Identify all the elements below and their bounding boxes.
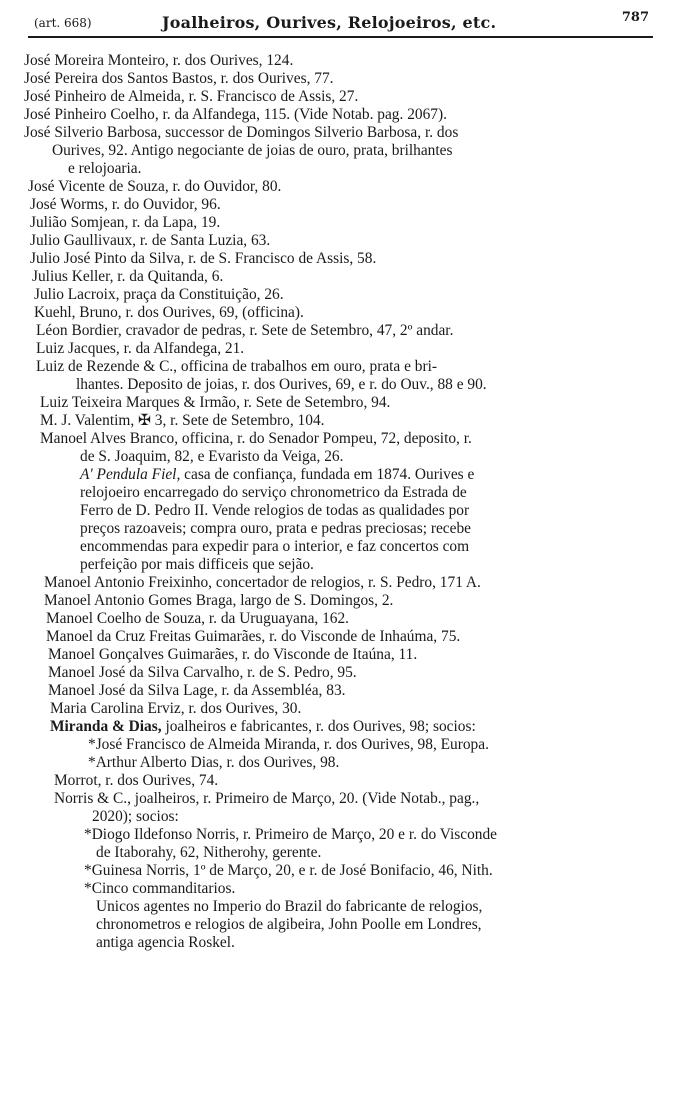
partner-line: *Guinesa Norris, 1º de Março, 20, e r. de José Bonifacio, 46, Nith. <box>84 862 493 879</box>
section-reference: (art. 668) <box>34 16 92 30</box>
partner-continuation: de Itaborahy, 62, Nitherohy, gerente. <box>96 844 322 861</box>
entry-continuation: 2020); socios: <box>92 808 179 825</box>
entry-line: Julius Keller, r. da Quitanda, 6. <box>32 268 224 285</box>
running-title: Joalheiros, Ourives, Relojoeiros, etc. <box>162 13 497 32</box>
entry-line: Luiz Jacques, r. da Alfandega, 21. <box>36 340 245 357</box>
partner-line: *Diogo Ildefonso Norris, r. Primeiro de Março, 20 e r. do Visconde <box>84 826 497 843</box>
entry-line: Maria Carolina Erviz, r. dos Ourives, 30. <box>50 700 302 717</box>
entry-continuation: e relojoaria. <box>68 160 142 177</box>
entry-line <box>50 718 476 736</box>
partner-line: *Arthur Alberto Dias, r. dos Ourives, 98. <box>88 754 340 771</box>
entry-line: Manoel da Cruz Freitas Guimarães, r. do Visconde de Inhaúma, 75. <box>46 628 461 645</box>
entry-line: Manoel Coelho de Souza, r. da Uruguayana, 162. <box>46 610 350 627</box>
entry-continuation: de S. Joaquim, 82, e Evaristo da Veiga, 26. <box>80 448 344 465</box>
entry-line: Manoel Antonio Gomes Braga, largo de S. Domingos, 2. <box>44 592 394 609</box>
advertisement-line: preços razoaveis; compra ouro, prata e pedras preciosas; recebe <box>80 520 471 537</box>
advertisement-line: Unicos agentes no Imperio do Brazil do fabricante de relogios, <box>96 898 483 915</box>
entry-line: Léon Bordier, cravador de pedras, r. Sete de Setembro, 47, 2º andar. <box>36 322 454 339</box>
advertisement-line: perfeição por mais difficeis que sejão. <box>80 556 314 573</box>
entry-line: José Pinheiro de Almeida, r. S. Francisco de Assis, 27. <box>24 88 359 105</box>
entry-line: José Pinheiro Coelho, r. da Alfandega, 115. (Vide Notab. pag. 2067). <box>24 106 447 123</box>
entry-line: Manoel Alves Branco, officina, r. do Senador Pompeu, 72, deposito, r. <box>40 430 472 447</box>
entry-line: Julio Lacroix, praça da Constituição, 26. <box>34 286 284 303</box>
entry-line: José Pereira dos Santos Bastos, r. dos Ourives, 77. <box>24 70 334 87</box>
firm-name: Miranda & Dias, <box>50 718 162 735</box>
advertisement-line: relojoeiro encarregado do serviço chronometrico da Estrada de <box>80 484 467 501</box>
business-name: A' Pendula Fiel, <box>80 466 181 483</box>
entry-line: Morrot, r. dos Ourives, 74. <box>54 772 219 789</box>
entry-line: José Worms, r. do Ouvidor, 96. <box>30 196 221 213</box>
advertisement-line <box>80 466 474 484</box>
entry-continuation: Ourives, 92. Antigo negociante de joias de ouro, prata, brilhantes <box>52 142 453 159</box>
entry-line: Luiz de Rezende & C., officina de trabalhos em ouro, prata e bri- <box>36 358 438 375</box>
entry-line: Kuehl, Bruno, r. dos Ourives, 69, (officina). <box>34 304 304 321</box>
entry-line: M. J. Valentim, ✠ 3, r. Sete de Setembro, 104. <box>40 412 325 429</box>
entry-line: José Silverio Barbosa, successor de Domingos Silverio Barbosa, r. dos <box>24 124 459 141</box>
advertisement-line: encommendas para expedir para o interior, e faz concertos com <box>80 538 470 555</box>
advertisement-line: antiga agencia Roskel. <box>96 934 235 951</box>
entry-line: Manoel Antonio Freixinho, concertador de relogios, r. S. Pedro, 171 A. <box>44 574 481 591</box>
entry-line: Manoel Gonçalves Guimarães, r. do Visconde de Itaúna, 11. <box>48 646 418 663</box>
entry-line: Luiz Teixeira Marques & Irmão, r. Sete de Setembro, 94. <box>40 394 391 411</box>
entry-line: José Moreira Monteiro, r. dos Ourives, 124. <box>24 52 294 69</box>
firm-details: joalheiros e fabricantes, r. dos Ourives, 98; socios: <box>161 718 476 735</box>
advertisement-line: Ferro de D. Pedro II. Vende relogios de todas as qualidades por <box>80 502 470 519</box>
entry-line: Julio Gaullivaux, r. de Santa Luzia, 63. <box>30 232 271 249</box>
page-number: 787 <box>621 10 649 25</box>
advertisement-line: chronometros e relogios de algibeira, John Poolle em Londres, <box>96 916 482 933</box>
partner-line: *José Francisco de Almeida Miranda, r. dos Ourives, 98, Europa. <box>88 736 489 753</box>
entry-line: José Vicente de Souza, r. do Ouvidor, 80. <box>28 178 282 195</box>
advertisement-text: casa de confiança, fundada em 1874. Ourives e <box>180 466 475 483</box>
entry-line: Manoel José da Silva Carvalho, r. de S. Pedro, 95. <box>48 664 357 681</box>
entry-line: Julião Somjean, r. da Lapa, 19. <box>30 214 221 231</box>
entry-continuation: lhantes. Deposito de joias, r. dos Ourives, 69, e r. do Ouv., 88 e 90. <box>76 376 487 393</box>
entry-line: Julio José Pinto da Silva, r. de S. Francisco de Assis, 58. <box>30 250 377 267</box>
entry-line: Manoel José da Silva Lage, r. da Assembléa, 83. <box>48 682 346 699</box>
page-header <box>28 10 653 38</box>
entry-line: Norris & C., joalheiros, r. Primeiro de Março, 20. (Vide Notab., pag., <box>54 790 480 807</box>
partner-line: *Cinco commanditarios. <box>84 880 236 897</box>
